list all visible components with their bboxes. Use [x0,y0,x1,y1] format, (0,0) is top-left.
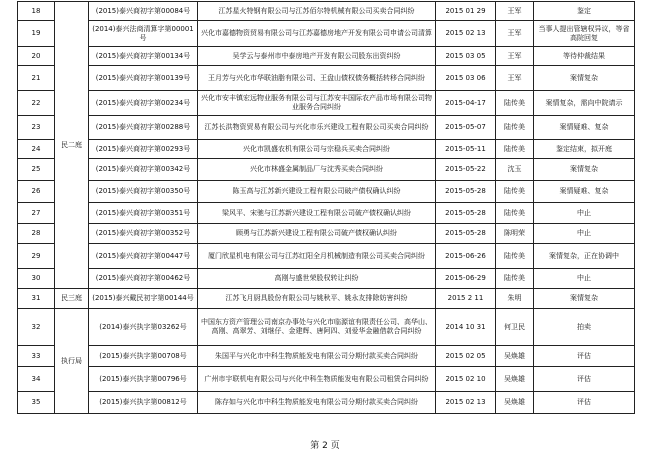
row-number: 26 [18,181,55,203]
judge: 陆传美 [496,181,534,203]
case-description: 顾勇与江苏新兴建设工程有限公司破产债权确认纠纷 [198,224,436,244]
judge: 王军 [496,21,534,47]
judge: 何卫民 [496,309,534,346]
table-row [18,66,635,91]
filing-date: 2015-05-28 [436,181,496,203]
filing-date: 2014 10 31 [436,309,496,346]
table-row [18,140,635,159]
table-row [18,2,635,21]
department-cell: 民二庭 [55,2,89,289]
row-number: 31 [18,289,55,309]
table-row [18,269,635,289]
case-number: (2015)泰兴执字第00796号 [89,367,198,392]
case-status: 评估 [534,346,635,367]
case-status: 中止 [534,224,635,244]
case-status: 等待仲裁结果 [534,47,635,66]
case-status: 评估 [534,367,635,392]
filing-date: 2015 02 10 [436,367,496,392]
judge: 王军 [496,66,534,91]
row-number: 21 [18,66,55,91]
filing-date: 2015 02 13 [436,21,496,47]
row-number: 33 [18,346,55,367]
case-description: 陈存如与兴化市中科生物质能发电有限公司分期付款买卖合同纠纷 [198,392,436,414]
filing-date: 2015 01 29 [436,2,496,21]
case-number: (2015)泰兴商初字第00139号 [89,66,198,91]
case-description: 江苏长洪物资贸易有限公司与兴化市乐兴建设工程有限公司买卖合同纠纷 [198,116,436,140]
case-status: 案情复杂 [534,66,635,91]
case-number: (2015)泰兴商初字第00350号 [89,181,198,203]
case-status: 中止 [534,203,635,224]
filing-date: 2015-05-28 [436,203,496,224]
case-description: 江苏飞月厨具股份有限公司与姚秋平、姚永友排除妨害纠纷 [198,289,436,309]
table-row [18,244,635,269]
row-number: 19 [18,21,55,47]
table-row [18,289,635,309]
case-number: (2015)泰兴商初字第00134号 [89,47,198,66]
case-status: 案情复杂，需向中院请示 [534,91,635,116]
table-row [18,47,635,66]
table-row [18,309,635,346]
case-number: (2015)泰兴商初字第00352号 [89,224,198,244]
filing-date: 2015-06-26 [436,244,496,269]
filing-date: 2015-05-11 [436,140,496,159]
judge: 王军 [496,47,534,66]
judge: 陆传美 [496,244,534,269]
case-description: 高刚与盛世荣股权转让纠纷 [198,269,436,289]
case-description: 兴化市安丰镇宏远物业服务有限公司与江苏安丰国际农产品市场有限公司物业服务合同纠纷 [198,91,436,116]
case-status: 拍卖 [534,309,635,346]
filing-date: 2015 03 05 [436,47,496,66]
case-number: (2015)泰兴执字第00812号 [89,392,198,414]
table-row [18,21,635,47]
table-row [18,203,635,224]
filing-date: 2015-06-29 [436,269,496,289]
case-status: 案情复杂 [534,289,635,309]
row-number: 29 [18,244,55,269]
row-number: 28 [18,224,55,244]
judge: 陆传美 [496,269,534,289]
table-row [18,116,635,140]
case-description: 江苏星火特钢有限公司与江苏佰尔特机械有限公司买卖合同纠纷 [198,2,436,21]
filing-date: 2015-05-28 [436,224,496,244]
case-number: (2015)泰兴商初字第00288号 [89,116,198,140]
case-description: 广州市宇联机电有限公司与兴化中科生物质能发电有限公司租赁合同纠纷 [198,367,436,392]
department-cell: 执行局 [55,309,89,414]
case-number: (2015)泰兴执字第00708号 [89,346,198,367]
case-description: 陈玉高与江苏新兴建设工程有限公司破产债权确认纠纷 [198,181,436,203]
case-status: 当事人提出管辖权异议，等省高院回复 [534,21,635,47]
row-number: 35 [18,392,55,414]
row-number: 25 [18,159,55,181]
case-description: 兴化市林盛金属制品厂与沈秀买卖合同纠纷 [198,159,436,181]
table-row [18,181,635,203]
case-number: (2015)泰兴商初字第00234号 [89,91,198,116]
row-number: 20 [18,47,55,66]
case-status: 案情疑难、复杂 [534,181,635,203]
department-cell: 民三庭 [55,289,89,309]
filing-date: 2015 02 05 [436,346,496,367]
case-description: 朱国平与兴化市中科生物质能发电有限公司分期付款买卖合同纠纷 [198,346,436,367]
case-description: 兴化市嘉德物资贸易有限公司与江苏嘉德房地产开发有限公司申请公司清算 [198,21,436,47]
table-row [18,346,635,367]
row-number: 22 [18,91,55,116]
judge: 陆传美 [496,140,534,159]
case-status: 案情复杂 [534,159,635,181]
table-row [18,367,635,392]
case-number: (2015)泰兴商初字第00447号 [89,244,198,269]
table-row [18,224,635,244]
row-number: 34 [18,367,55,392]
case-description: 兴化市凯盛农机有限公司与宗稳兵买卖合同纠纷 [198,140,436,159]
judge: 沈玉 [496,159,534,181]
case-number: (2015)泰兴商初字第00351号 [89,203,198,224]
table-row [18,91,635,116]
judge: 陆传美 [496,91,534,116]
case-number: (2014)泰兴执字第03262号 [89,309,198,346]
case-number: (2015)泰兴商初字第00342号 [89,159,198,181]
case-status: 鉴定结束，拟开庭 [534,140,635,159]
judge: 陆传美 [496,116,534,140]
case-description: 厦门欣星机电有限公司与江苏红阳全月机械制造有限公司买卖合同纠纷 [198,244,436,269]
case-number: (2015)泰兴戴民初字第00144号 [89,289,198,309]
case-status: 中止 [534,269,635,289]
filing-date: 2015 02 13 [436,392,496,414]
case-table [17,1,635,414]
judge: 吴焕雄 [496,346,534,367]
case-number: (2015)泰兴商初字第00462号 [89,269,198,289]
row-number: 30 [18,269,55,289]
case-number: (2015)泰兴商初字第00084号 [89,2,198,21]
case-number: (2014)泰兴法商清算字第00001号 [89,21,198,47]
case-number: (2015)泰兴商初字第00293号 [89,140,198,159]
case-status: 评估 [534,392,635,414]
judge: 朱明 [496,289,534,309]
row-number: 23 [18,116,55,140]
row-number: 27 [18,203,55,224]
row-number: 24 [18,140,55,159]
row-number: 18 [18,2,55,21]
case-description: 梁风平、宋驰与江苏新兴建设工程有限公司破产债权确认纠纷 [198,203,436,224]
filing-date: 2015-04-17 [436,91,496,116]
page-number: 第 2 页 [310,441,340,451]
case-status: 案情疑难、复杂 [534,116,635,140]
filing-date: 2015-05-22 [436,159,496,181]
judge: 陆传美 [496,203,534,224]
judge: 王军 [496,2,534,21]
row-number: 32 [18,309,55,346]
filing-date: 2015 2 11 [436,289,496,309]
table-row [18,159,635,181]
judge: 陈明荣 [496,224,534,244]
table-row [18,392,635,414]
filing-date: 2015-05-07 [436,116,496,140]
case-description: 中国东方资产管理公司南京办事处与兴化市临源谊有限责任公司、高华山、高刚、高翠芳、刘继仔、金建辉、唐阿四、刘爱华金融借款合同纠纷 [198,309,436,346]
case-description: 吴学云与泰州市中泰房地产开发有限公司股东出资纠纷 [198,47,436,66]
case-status: 鉴定 [534,2,635,21]
filing-date: 2015 03 06 [436,66,496,91]
judge: 吴焕雄 [496,367,534,392]
case-status: 案情复杂，正在协调中 [534,244,635,269]
case-description: 王月芳与兴化市华联油脂有限公司、王盘山债权债务概括转移合同纠纷 [198,66,436,91]
judge: 吴焕雄 [496,392,534,414]
